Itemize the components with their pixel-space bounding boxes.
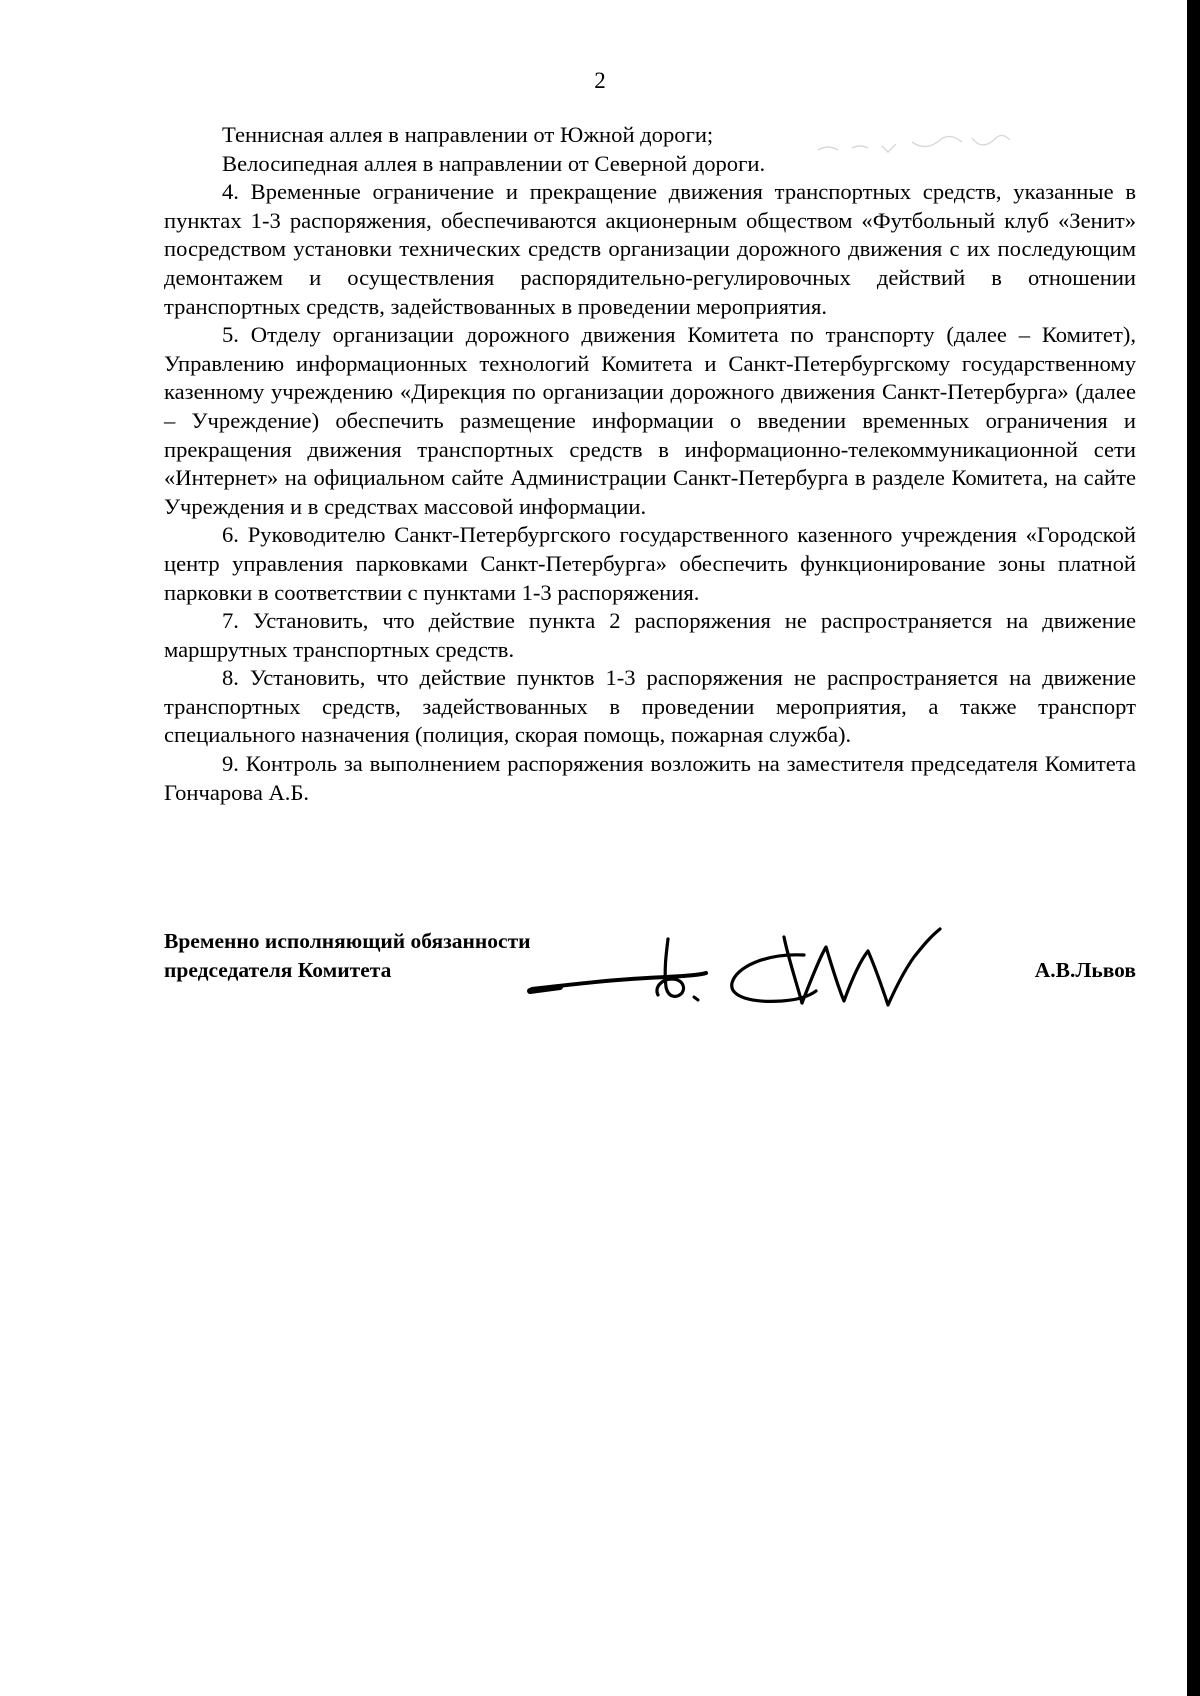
signature-block	[164, 925, 1136, 1005]
paragraph-7: 7. Установить, что действие пункта 2 распоряжения не распространяется на движение маршрутных транспортных средств.	[164, 608, 1136, 662]
paragraph-6: 6. Руководителю Санкт-Петербургского государственного казенного учреждения «Городской центр управления парковками Санкт-Петербурга» обеспечить функционирование зоны платной парковки в соответствии с пунктами 1-3 распоряжения.	[164, 522, 1136, 605]
signatory-title-line: председателя Комитета	[164, 958, 392, 982]
text-line: Теннисная аллея в направлении от Южной дороги;	[222, 122, 714, 147]
paragraph-8: 8. Установить, что действие пунктов 1-3 распоряжения не распространяется на движение транспортных средств, задействованных в проведении мероприятия, а также транспорт специального назначения (полиция, скорая помощь, пожарная служба).	[164, 665, 1136, 748]
scan-right-edge	[1187, 0, 1200, 1696]
signatory-name: А.В.Львов	[1034, 958, 1136, 982]
signatory-title-line: Временно исполняющий обязанности	[164, 929, 531, 953]
paragraph-9: 9. Контроль за выполнением распоряжения возложить на заместителя председателя Комитета Гончарова А.Б.	[164, 751, 1136, 805]
document-body	[164, 121, 1136, 807]
paragraph-5: 5. Отделу организации дорожного движения Комитета по транспорту (далее – Комитет), Управлению информационных технологий Комитета и Санкт-Петербургскому государственному казенному учреждению «Дирекция по организации дорожного движения Санкт-Петербурга» (далее – Учреждение) обеспечить размещение информации о введении временных ограничения и прекращения движения транспортных средств в информационно-телекоммуникационной сети «Интернет» на официальном сайте Администрации Санкт-Петербурга в разделе Комитета, на сайте Учреждения и в средствах массовой информации.	[164, 322, 1136, 519]
page-number: 2	[594, 68, 606, 93]
handwritten-signature	[526, 917, 996, 1017]
text-line: Велосипедная аллея в направлении от Северной дороги.	[222, 150, 766, 176]
paragraph-4: 4. Временные ограничение и прекращение движения транспортных средств, указанные в пунктах 1-3 распоряжения, обеспечиваются акционерным обществом «Футбольный клуб «Зенит» посредством установки технических средств организации дорожного движения с их последующим демонтажем и осуществления распорядительно-регулировочных действий в отношении транспортных средств, задействованных в проведении мероприятия.	[164, 179, 1136, 319]
signatory-title	[164, 927, 531, 985]
